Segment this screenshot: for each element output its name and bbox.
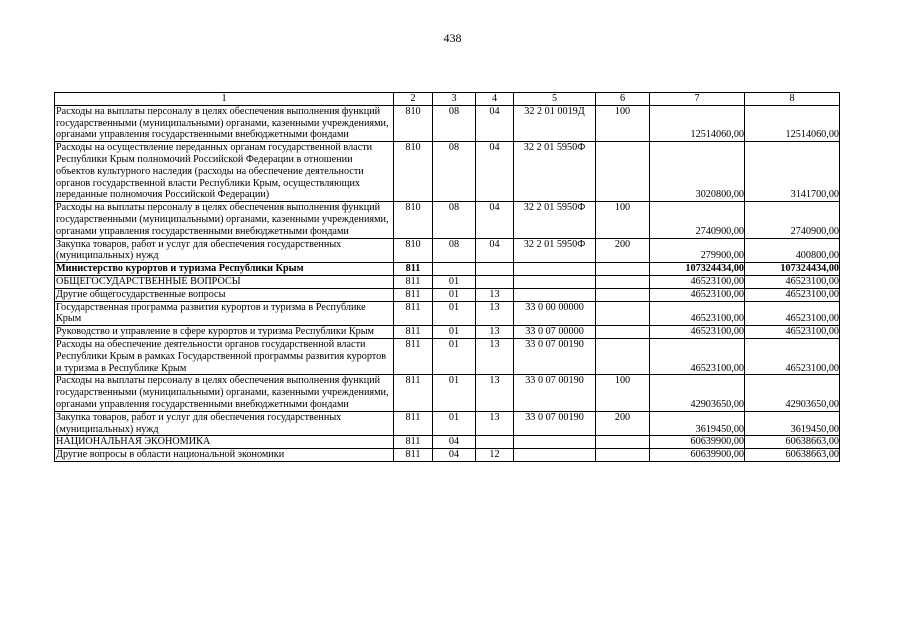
row-ministry-code-cell: 811 — [394, 263, 433, 276]
row-section-cell: 08 — [433, 202, 476, 238]
table-row — [55, 338, 840, 374]
table-row — [55, 263, 840, 276]
row-amount-year1-cell: 46523100,00 — [650, 301, 745, 326]
row-amount-year2-cell: 107324434,00 — [745, 263, 840, 276]
row-target-article-cell: 32 2 01 0019Д — [514, 105, 596, 141]
row-amount-year2-cell: 400800,00 — [745, 238, 840, 263]
row-section-cell: 01 — [433, 411, 476, 436]
row-name-cell: Руководство и управление в сфере курортов и туризма Республики Крым — [55, 326, 394, 339]
row-section-cell: 08 — [433, 238, 476, 263]
row-amount-year2-cell: 60638663,00 — [745, 436, 840, 449]
row-section-cell: 01 — [433, 375, 476, 411]
table-row — [55, 436, 840, 449]
row-amount-year1-cell: 46523100,00 — [650, 338, 745, 374]
row-name-cell: Расходы на обеспечение деятельности органов государственной власти Республики Крым в рамках Государственной программы развития курортов и туризма в Республике Крым — [55, 338, 394, 374]
row-target-article-cell — [514, 288, 596, 301]
row-amount-year1-cell: 3619450,00 — [650, 411, 745, 436]
header-cell-6: 6 — [596, 93, 650, 106]
row-ministry-code-cell: 810 — [394, 238, 433, 263]
row-section-cell: 01 — [433, 275, 476, 288]
row-ministry-code-cell: 811 — [394, 338, 433, 374]
row-subsection-cell: 13 — [476, 301, 514, 326]
row-subsection-cell: 13 — [476, 375, 514, 411]
row-section-cell: 04 — [433, 449, 476, 462]
row-target-article-cell: 33 0 07 00000 — [514, 326, 596, 339]
row-amount-year1-cell: 60639900,00 — [650, 449, 745, 462]
row-target-article-cell: 33 0 07 00190 — [514, 411, 596, 436]
header-cell-3: 3 — [433, 93, 476, 106]
row-name-cell: Расходы на выплаты персоналу в целях обеспечения выполнения функций государственными (муниципальными) органами, казенными учреждениями, органами управления государственными внебюджетными фондами — [55, 202, 394, 238]
row-subsection-cell: 04 — [476, 202, 514, 238]
table-row — [55, 238, 840, 263]
row-expense-type-cell: 100 — [596, 202, 650, 238]
row-ministry-code-cell: 811 — [394, 449, 433, 462]
header-cell-4: 4 — [476, 93, 514, 106]
row-ministry-code-cell: 811 — [394, 326, 433, 339]
header-cell-5: 5 — [514, 93, 596, 106]
row-name-cell: Закупка товаров, работ и услуг для обеспечения государственных (муниципальных) нужд — [55, 411, 394, 436]
row-expense-type-cell — [596, 263, 650, 276]
row-ministry-code-cell: 811 — [394, 275, 433, 288]
row-name-cell: НАЦИОНАЛЬНАЯ ЭКОНОМИКА — [55, 436, 394, 449]
row-expense-type-cell — [596, 301, 650, 326]
row-ministry-code-cell: 811 — [394, 375, 433, 411]
row-ministry-code-cell: 811 — [394, 288, 433, 301]
row-subsection-cell: 04 — [476, 238, 514, 263]
row-subsection-cell — [476, 436, 514, 449]
row-amount-year2-cell: 3619450,00 — [745, 411, 840, 436]
row-subsection-cell: 13 — [476, 411, 514, 436]
row-section-cell: 01 — [433, 288, 476, 301]
row-amount-year1-cell: 46523100,00 — [650, 275, 745, 288]
row-name-cell: Расходы на выплаты персоналу в целях обеспечения выполнения функций государственными (муниципальными) органами, казенными учреждениями, органами управления государственными внебюджетными фондами — [55, 105, 394, 141]
page-number: 438 — [443, 31, 462, 45]
row-name-cell: Министерство курортов и туризма Республики Крым — [55, 263, 394, 276]
header-cell-2: 2 — [394, 93, 433, 106]
row-amount-year2-cell: 46523100,00 — [745, 275, 840, 288]
row-target-article-cell: 33 0 00 00000 — [514, 301, 596, 326]
row-expense-type-cell: 100 — [596, 105, 650, 141]
row-amount-year2-cell: 3141700,00 — [745, 142, 840, 202]
row-amount-year1-cell: 42903650,00 — [650, 375, 745, 411]
table-row — [55, 105, 840, 141]
row-amount-year2-cell: 60638663,00 — [745, 449, 840, 462]
row-subsection-cell: 13 — [476, 338, 514, 374]
row-amount-year1-cell: 3020800,00 — [650, 142, 745, 202]
row-section-cell — [433, 263, 476, 276]
row-section-cell: 01 — [433, 301, 476, 326]
row-expense-type-cell — [596, 142, 650, 202]
row-amount-year1-cell: 2740900,00 — [650, 202, 745, 238]
row-target-article-cell — [514, 275, 596, 288]
row-section-cell: 08 — [433, 142, 476, 202]
row-expense-type-cell — [596, 449, 650, 462]
row-ministry-code-cell: 811 — [394, 436, 433, 449]
row-ministry-code-cell: 810 — [394, 105, 433, 141]
row-amount-year1-cell: 12514060,00 — [650, 105, 745, 141]
row-expense-type-cell: 200 — [596, 238, 650, 263]
row-target-article-cell — [514, 436, 596, 449]
row-subsection-cell: 12 — [476, 449, 514, 462]
row-name-cell: Другие общегосударственные вопросы — [55, 288, 394, 301]
row-name-cell: Закупка товаров, работ и услуг для обеспечения государственных (муниципальных) нужд — [55, 238, 394, 263]
row-subsection-cell — [476, 263, 514, 276]
row-name-cell: Расходы на выплаты персоналу в целях обеспечения выполнения функций государственными (муниципальными) органами, казенными учреждениями, органами управления государственными внебюджетными фондами — [55, 375, 394, 411]
table-row — [55, 449, 840, 462]
row-target-article-cell: 33 0 07 00190 — [514, 338, 596, 374]
row-subsection-cell — [476, 275, 514, 288]
row-expense-type-cell — [596, 338, 650, 374]
row-expense-type-cell — [596, 288, 650, 301]
row-name-cell: ОБЩЕГОСУДАРСТВЕННЫЕ ВОПРОСЫ — [55, 275, 394, 288]
row-amount-year2-cell: 42903650,00 — [745, 375, 840, 411]
table-row — [55, 202, 840, 238]
row-amount-year2-cell: 12514060,00 — [745, 105, 840, 141]
row-target-article-cell — [514, 449, 596, 462]
row-name-cell: Расходы на осуществление переданных органам государственной власти Республики Крым полномочий Российской Федерации в отношении объектов культурного наследия (расходы на обеспечение деятельности органов государственной власти Республики Крым, осуществляющих переданные полномочия Российской Федерации) — [55, 142, 394, 202]
table-row — [55, 275, 840, 288]
row-target-article-cell: 32 2 01 5950Ф — [514, 202, 596, 238]
row-expense-type-cell — [596, 326, 650, 339]
row-amount-year2-cell: 46523100,00 — [745, 338, 840, 374]
row-ministry-code-cell: 810 — [394, 202, 433, 238]
header-cell-7: 7 — [650, 93, 745, 106]
row-ministry-code-cell: 811 — [394, 411, 433, 436]
row-name-cell: Другие вопросы в области национальной экономики — [55, 449, 394, 462]
row-amount-year2-cell: 46523100,00 — [745, 326, 840, 339]
row-amount-year1-cell: 60639900,00 — [650, 436, 745, 449]
row-expense-type-cell: 100 — [596, 375, 650, 411]
row-amount-year1-cell: 46523100,00 — [650, 288, 745, 301]
row-subsection-cell: 04 — [476, 105, 514, 141]
row-amount-year2-cell: 46523100,00 — [745, 288, 840, 301]
header-cell-1: 1 — [55, 93, 394, 106]
row-amount-year1-cell: 107324434,00 — [650, 263, 745, 276]
table-row — [55, 375, 840, 411]
row-subsection-cell: 13 — [476, 326, 514, 339]
row-ministry-code-cell: 811 — [394, 301, 433, 326]
table-row — [55, 411, 840, 436]
row-section-cell: 01 — [433, 338, 476, 374]
row-section-cell: 01 — [433, 326, 476, 339]
row-expense-type-cell — [596, 275, 650, 288]
row-section-cell: 08 — [433, 105, 476, 141]
row-ministry-code-cell: 810 — [394, 142, 433, 202]
row-target-article-cell: 32 2 01 5950Ф — [514, 238, 596, 263]
header-cell-8: 8 — [745, 93, 840, 106]
table-row — [55, 326, 840, 339]
header-row — [55, 93, 840, 106]
row-amount-year2-cell: 2740900,00 — [745, 202, 840, 238]
row-name-cell: Государственная программа развития курортов и туризма в Республике Крым — [55, 301, 394, 326]
table-row — [55, 142, 840, 202]
row-subsection-cell: 13 — [476, 288, 514, 301]
row-expense-type-cell: 200 — [596, 411, 650, 436]
row-section-cell: 04 — [433, 436, 476, 449]
row-amount-year1-cell: 46523100,00 — [650, 326, 745, 339]
table-row — [55, 301, 840, 326]
table-row — [55, 288, 840, 301]
row-target-article-cell — [514, 263, 596, 276]
row-amount-year2-cell: 46523100,00 — [745, 301, 840, 326]
budget-table — [54, 92, 840, 462]
row-amount-year1-cell: 279900,00 — [650, 238, 745, 263]
row-expense-type-cell — [596, 436, 650, 449]
row-target-article-cell: 32 2 01 5950Ф — [514, 142, 596, 202]
row-target-article-cell: 33 0 07 00190 — [514, 375, 596, 411]
row-subsection-cell: 04 — [476, 142, 514, 202]
